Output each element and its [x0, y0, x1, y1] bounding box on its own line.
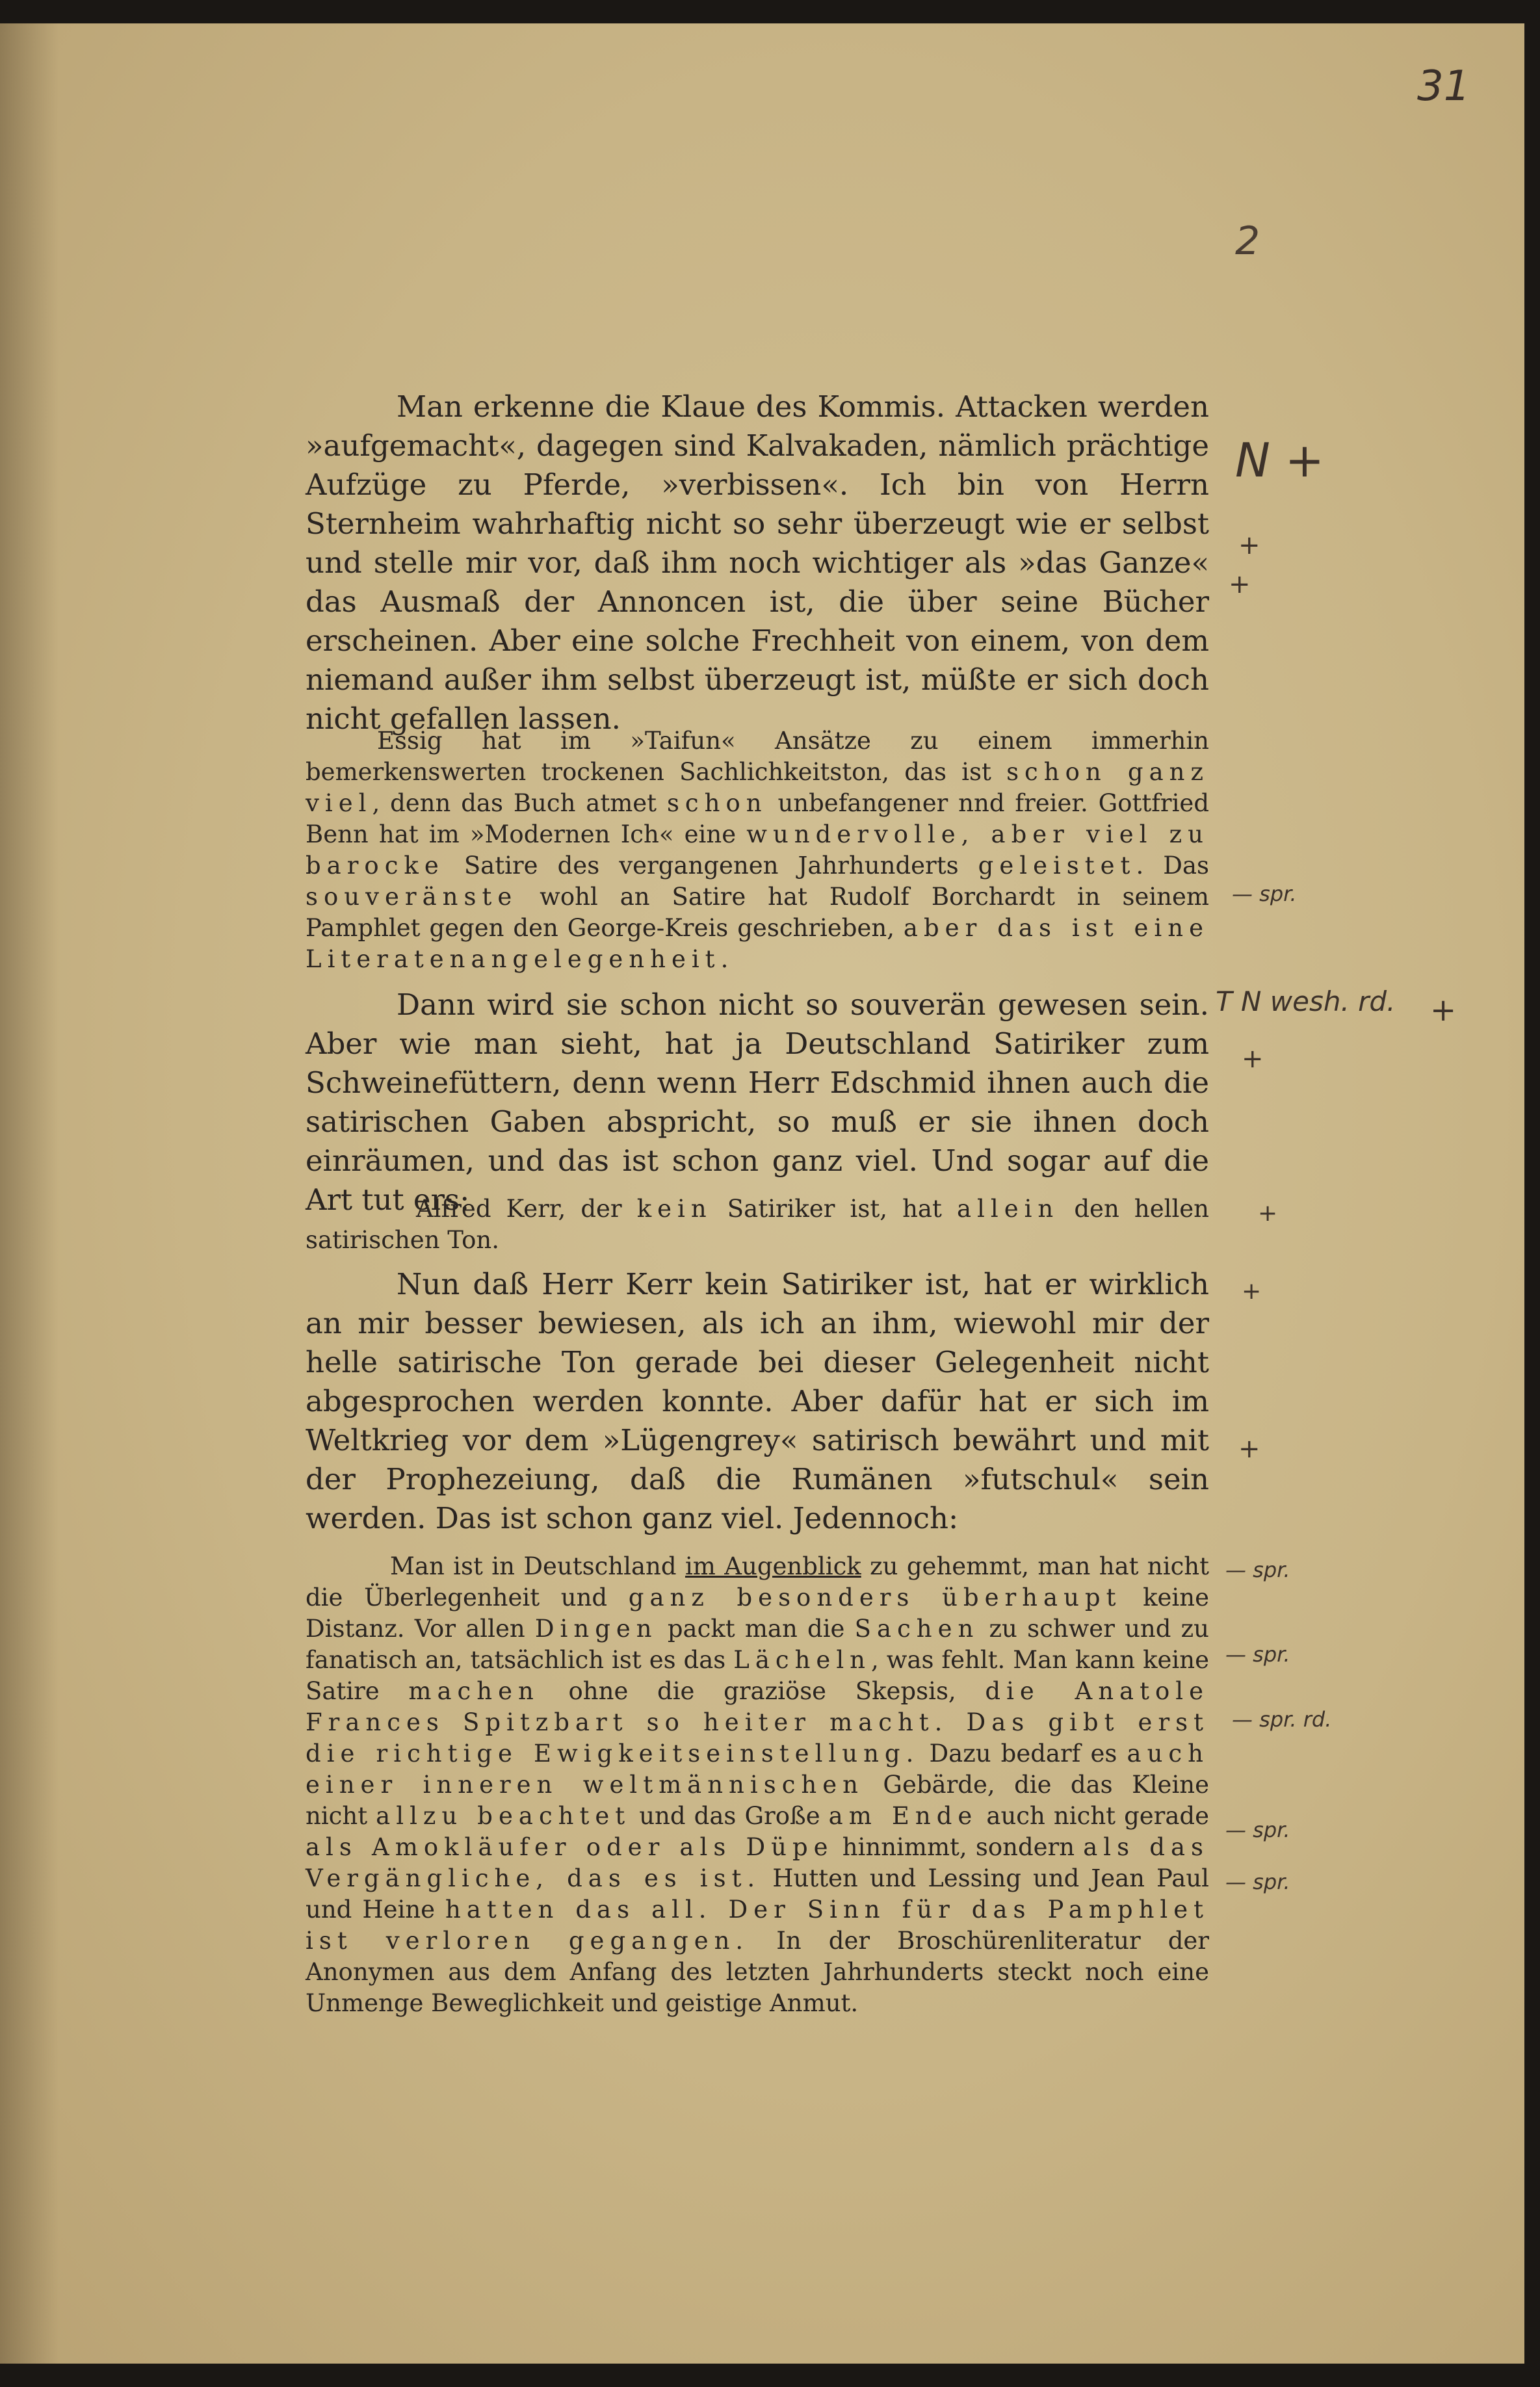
- quote-3-emphasis: die Anatole Frances Spitzbart so heiter macht. Das gibt erst die richtige Ewigkeitseinstellung.: [306, 1677, 1209, 1767]
- quote-1-text: . Das: [1136, 852, 1209, 880]
- margin-note: +: [1430, 992, 1457, 1028]
- paragraph-1: [306, 387, 1209, 738]
- quote-3-text: auch nicht gerade: [978, 1802, 1210, 1830]
- quote-1-emphasis: geleistet: [978, 852, 1136, 880]
- margin-note: +: [1238, 1434, 1260, 1464]
- quote-2: [306, 1194, 1209, 1256]
- quote-1-text: Essig hat im »Taifun« Ansätze zu einem immerhin bemerkenswerten trockenen Sachlichkeitston, das ist: [306, 727, 1209, 786]
- page-number: 31: [1417, 62, 1470, 111]
- margin-note: N +: [1235, 433, 1325, 488]
- quote-3-text: , was fehlt. Man kann keine Satire: [306, 1646, 1209, 1705]
- paragraph-3-text: Nun daß Herr Kerr kein Satiriker ist, hat er wirklich an mir besser bewiesen, als ich an ihm, wiewohl mir der helle satirische Ton gerade bei dieser Gelegenheit nicht abgesprochen werden konnte. Aber dafür hat er sich im Weltkrieg vor dem »Lügengrey« satirisch bewährt und mit der Prophezeiung, daß die Rumänen »futschul« sein werden. Das ist schon ganz viel. Jedennoch:: [306, 1267, 1209, 1535]
- quote-3-emphasis: Sachen: [854, 1615, 980, 1643]
- quote-3-emphasis: als das Vergängliche, das es ist.: [306, 1833, 1209, 1892]
- margin-note: — spr. rd.: [1232, 1707, 1332, 1732]
- quote-3: [306, 1551, 1209, 2019]
- quote-3-emphasis: am Ende: [828, 1802, 978, 1830]
- quote-3-emphasis: Dingen: [534, 1615, 658, 1643]
- quote-3-text: keine Distanz. Vor allen: [306, 1584, 1209, 1643]
- quote-3-text: und das Große: [631, 1802, 829, 1830]
- quote-1-emphasis: souveränste: [306, 883, 518, 911]
- quote-1-text: .: [720, 945, 729, 973]
- quote-3-text: Gebärde, die das Kleine nicht: [306, 1771, 1210, 1830]
- quote-3-emphasis: auch einer inneren weltmännischen: [306, 1740, 1209, 1799]
- quote-3-emphasis: als Amokläufer oder als Düpe: [306, 1833, 834, 1861]
- quote-3-text: ohne die graziöse Skepsis,: [539, 1677, 985, 1705]
- quote-3-underlined: im Augenblick: [685, 1552, 861, 1580]
- quote-2-emphasis: allein: [956, 1195, 1060, 1223]
- margin-note: — spr.: [1225, 1642, 1290, 1667]
- paragraph-1-text: Man erkenne die Klaue des Kommis. Attacken werden »aufgemacht«, dagegen sind Kalvakaden, nämlich prächtige Aufzüge zu Pferde, »verbissen«. Ich bin von Herrn Sternheim wahrhaftig nicht so sehr überzeugt wie er selbst und stelle mir vor, daß ihm noch wichtiger als »das Ganze« das Ausmaß der Annoncen ist, die über seine Bücher erscheinen. Aber eine solche Frechheit von einem, von dem niemand außer ihm selbst überzeugt ist, müßte er sich doch nicht gefallen lassen.: [306, 389, 1209, 736]
- margin-note: +: [1238, 530, 1260, 560]
- pencil-numeral: 2: [1235, 218, 1260, 264]
- quote-3-text: hinnimmt, sondern: [833, 1833, 1084, 1861]
- spine-shadow: [0, 23, 59, 2364]
- margin-note: +: [1229, 569, 1251, 599]
- quote-1-emphasis: schon: [666, 789, 768, 817]
- margin-note: +: [1258, 1200, 1278, 1227]
- quote-1-text: wohl an Satire hat Rudolf Borchardt in seinem Pamphlet gegen den George-Kreis geschrieben,: [306, 883, 1209, 942]
- quote-1-text: , denn das Buch atmet: [372, 789, 667, 817]
- quote-3-emphasis: allzu beachtet: [376, 1802, 631, 1830]
- margin-note: +: [1242, 1044, 1264, 1074]
- document-page: [0, 23, 1524, 2364]
- quote-3-text: In der Broschürenliteratur der Anonymen aus dem Anfang des letzten Jahrhunderts steckt noch eine Unmenge Beweglichkeit und geistige Anmut.: [306, 1927, 1209, 2017]
- quote-3-text: Dazu bedarf es: [919, 1740, 1127, 1767]
- quote-1-text: Satire des vergangenen Jahrhunderts: [444, 852, 978, 880]
- paragraph-2: [306, 985, 1209, 1220]
- quote-1-emphasis: aber das ist eine Literatenangelegenheit: [306, 914, 1209, 973]
- quote-3-emphasis: Lächeln: [733, 1646, 871, 1674]
- paragraph-3: [306, 1265, 1209, 1538]
- quote-3-text: zu gehemmt, man hat nicht die Überlegenheit und: [306, 1552, 1209, 1611]
- quote-1-emphasis: schon ganz viel: [306, 758, 1209, 817]
- quote-3-text: Hutten und Lessing und Jean Paul und Heine: [306, 1864, 1209, 1924]
- quote-2-emphasis: kein: [636, 1195, 712, 1223]
- quote-3-text: zu schwer und zu fanatisch an, tatsächlich ist es das: [306, 1615, 1209, 1674]
- quote-3-text: Man ist in Deutschland: [390, 1552, 685, 1580]
- margin-note: — spr.: [1232, 881, 1297, 906]
- quote-2-text: Satiriker ist, hat: [712, 1195, 957, 1223]
- quote-2-text: Alfred Kerr, der: [416, 1195, 637, 1223]
- quote-1-emphasis: wundervolle, aber viel zu barocke: [306, 820, 1209, 880]
- margin-note: — spr.: [1225, 1558, 1290, 1582]
- quote-3-emphasis: hatten das all. Der Sinn für das Pamphlet ist verloren gegangen.: [306, 1896, 1209, 1955]
- margin-note: T N wesh. rd.: [1216, 985, 1396, 1017]
- paragraph-2-text: Dann wird sie schon nicht so souverän gewesen sein. Aber wie man sieht, hat ja Deutschland Satiriker zum Schweinefüttern, denn wenn Herr Edschmid ihnen auch die satirischen Gaben abspricht, so muß er sie ihnen doch einräumen, und das ist schon ganz viel. Und sogar auf die Art tut ers:: [306, 987, 1209, 1217]
- margin-note: — spr.: [1225, 1870, 1290, 1894]
- margin-note: +: [1242, 1278, 1262, 1305]
- quote-3-text: packt man die: [657, 1615, 855, 1643]
- quote-2-text: den hellen satirischen Ton.: [306, 1195, 1210, 1254]
- quote-1: [306, 725, 1209, 975]
- quote-3-emphasis: machen: [408, 1677, 540, 1705]
- margin-note: — spr.: [1225, 1818, 1290, 1842]
- quote-3-emphasis: ganz besonders überhaupt: [628, 1584, 1122, 1611]
- quote-1-text: unbefangener nnd freier. Gottfried Benn hat im »Modernen Ich« eine: [306, 789, 1210, 848]
